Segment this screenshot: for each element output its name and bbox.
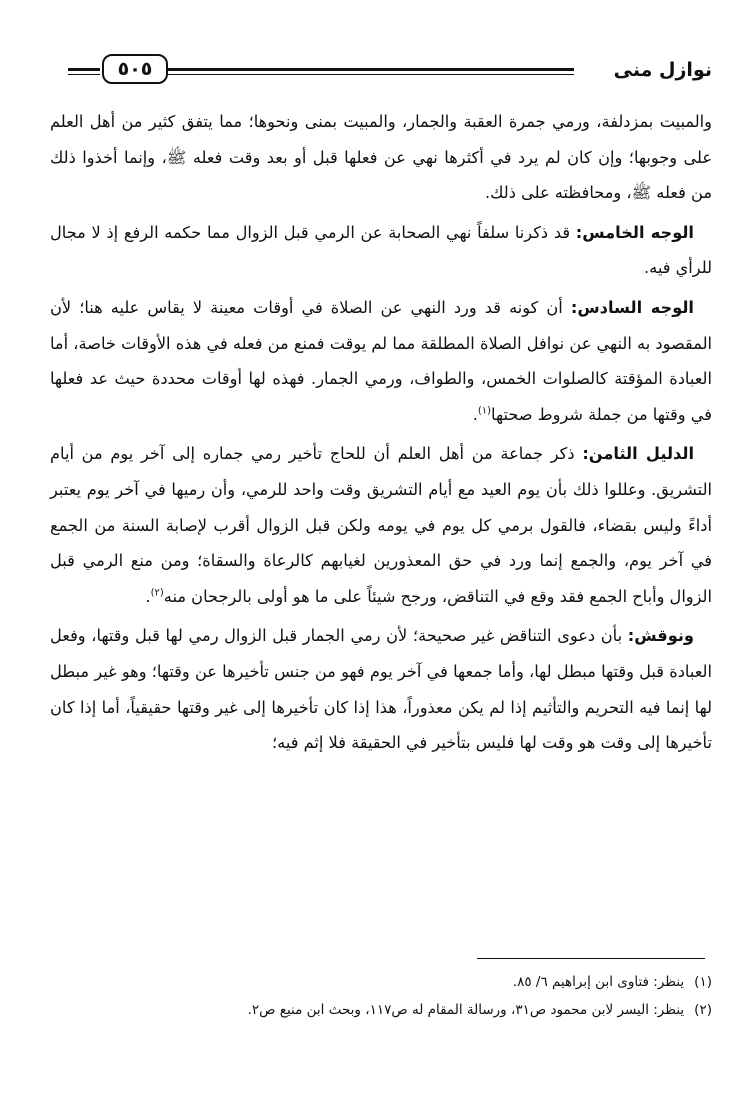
paragraph-heading: الدليل الثامن: [582,444,694,464]
footnote-number: (٢) [694,1002,712,1018]
paragraph-text: أن كونه قد ورد النهي عن الصلاة في أوقات معينة لا يقاس عليه هنا؛ لأن المقصود به النهي عن نوافل الصلاة المطلقة مما لم يوقت فمنع من فعله في هذه الأوقات خاصة، أما العبادة المؤقتة كالصلوات الخمس، والطواف، ورمي الجمار. فهذه لها أوقات محددة حيث عد فعلها في وقتها من جملة شروط صحتها [50,297,712,424]
page-number: ٥٠٥ [102,54,168,84]
paragraph-text: ذكر جماعة من أهل العلم أن للحاج تأخير رمي جماره إلى آخر يوم من أيام التشريق. وعللوا ذلك بأن يوم العيد مع أيام التشريق وقت واحد للرمي، وأن رميها في آخر يوم يعتبر أداءً وليس بقضاء، فالقول برمي كل يوم في يومه ولكن قبل الزوال أقرب لإصابة السنة من الجمع في آخر يوم، والجمع إنما ورد في حق المعذورين لغيابهم كالرعاة والسقاة؛ ومن منع الرمي قبل الزوال وأباح الجمع فقد وقع في التناقض، ورجح شيئاً على ما هو أولى بالرجحان منه [50,444,712,606]
footnote-reference: (٢) [150,587,164,599]
footnote-text: ينظر: فتاوى ابن إبراهيم ٦/ ٨٥. [512,974,685,990]
paragraph-heading: الوجه الخامس: [575,222,694,242]
paragraph [50,436,712,614]
running-title: نوازل منى [613,59,712,81]
footnote-text: ينظر: اليسر لابن محمود ص٣١، ورسالة المقام له ص١١٧، وبحث ابن منيع ص٢. [247,1002,685,1018]
paragraph [50,215,712,286]
footnote-separator [477,958,705,959]
paragraph [50,290,712,432]
paragraph [50,104,712,211]
paragraph-text: والمبيت بمزدلفة، ورمي جمرة العقبة والجمار، والمبيت بمنى ونحوها؛ مما يتفق كثير من أهل العلم على وجوبها؛ وإن كان لم يرد في أكثرها نهي عن فعلها قبل أو بعد وقت فعله ﷺ، وإنما أخذوا ذلك من فعله ﷺ، ومحافظته على ذلك. [50,112,712,203]
page-header [40,52,712,92]
paragraph-heading: ونوقش: [627,626,694,646]
paragraph-tail: . [472,404,478,424]
header-rule-short [68,68,100,75]
body-text [50,104,712,765]
paragraph-text: قد ذكرنا سلفاً نهي الصحابة عن الرمي قبل الزوال مما حكمه الرفع إذ لا مجال للرأي فيه. [50,222,712,278]
footnote [50,968,712,996]
paragraph-text: بأن دعوى التناقض غير صحيحة؛ لأن رمي الجمار قبل الزوال رمي لها قبل وقتها، وفعل العبادة قبل وقتها مبطل لها، وأما جمعها في آخر يوم فهو من جنس تأخيرها عن وقتها؛ وهو غير مبطل لها إنما فيه التحريم والتأثيم إذا لم يكن معذوراً، هذا إذا كان تأخيرها إلى غير وقتها حقيقياً، أما إذا كان تأخيرها إلى وقت هو وقت لها فليس بتأخير في الحقيقة فلا إثم فيه؛ [50,626,712,753]
footnote-reference: (١) [477,405,492,417]
paragraph-heading: الوجه السادس: [570,297,694,317]
footnote [50,996,712,1024]
paragraph-tail: . [145,586,151,606]
paragraph [50,618,712,760]
footnotes [50,968,712,1024]
header-rule [168,68,574,75]
footnote-number: (١) [694,974,712,990]
